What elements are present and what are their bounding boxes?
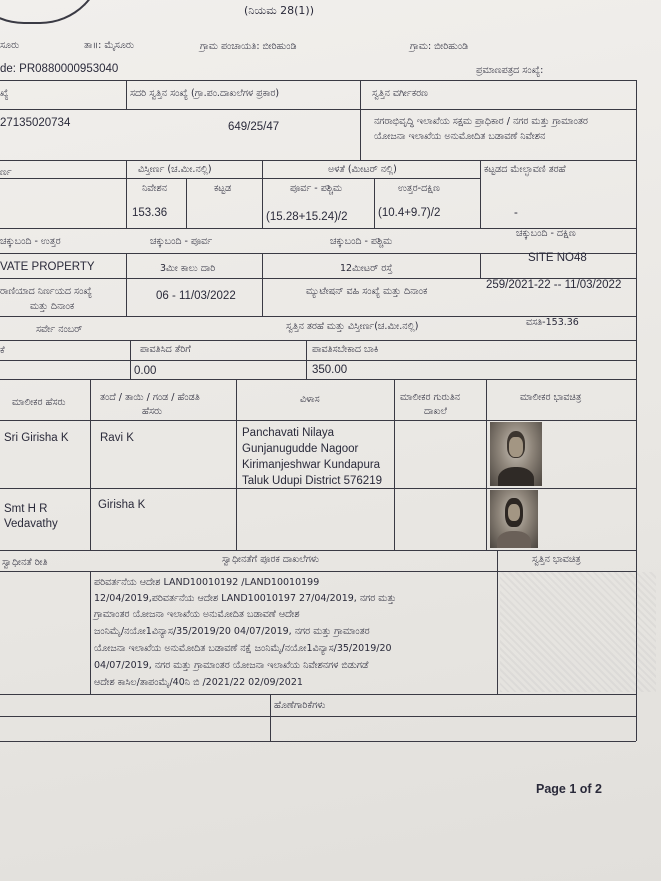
- mutation-label: ಮ್ಯುಟೇಷನ್ ವಹಿ ಸಂಖ್ಯೆ ಮತ್ತು ದಿನಾಂಕ: [306, 286, 428, 297]
- owner-2-name: Smt H R: [4, 503, 48, 515]
- tax-due-label: ಪಾವತಿಸಬೇಕಾದ ಬಾಕಿ: [312, 344, 379, 355]
- owner-1-address-line: Taluk Udupi District 576219: [242, 475, 382, 487]
- owner-1-address-line: Panchavati Nilaya: [242, 427, 335, 439]
- owner-parent-label-2: ಹೆಸರು: [142, 406, 163, 417]
- tax-paid-value: 0.00: [134, 365, 157, 377]
- approval-value: 06 - 11/03/2022: [156, 290, 236, 302]
- boundary-north-value: VATE PROPERTY: [0, 261, 95, 273]
- rule-reference: (ನಿಯಮ 28(1)): [244, 4, 315, 17]
- owner-2-name-line: Vedavathy: [4, 518, 58, 530]
- owner-1-address-line: Kirimanjeshwar Kundapura: [242, 459, 381, 471]
- acquisition-docs-label: ಸ್ವಾಧೀನತೆಗೆ ಪೂರಕ ದಾಖಲೆಗಳು: [222, 554, 320, 565]
- acquisition-doc-line: ಪರಿವರ್ತನೆಯ ಆದೇಶ LAND10010192 /LAND10010199: [94, 577, 320, 588]
- acquisition-mode-label: ಸ್ವಾಧೀನತೆ ರೀತಿ: [2, 557, 48, 568]
- acquisition-doc-line: ಯೋಜನಾ ಇಲಾಖೆಯ ಅನುಮೋದಿತ ಬಡಾವಣೆ ನಕ್ಷೆ ಜಂನಿಮೈ/ನಯೋ1ವಿನ್ಯಾಸ/35/2019/20: [94, 643, 392, 654]
- property-classification: ನಗರಾಭಿವೃದ್ಧಿ ಇಲಾಖೆಯ ಸಕ್ಷಮ ಪ್ರಾಧಿಕಾರ / ನಗರ ಮತ್ತು ಗ್ರಾಮಾಂತರ ಯೋಜನಾ ಇಲಾಖೆಯ ಅನುಮೋದಿತ ಬಡಾವಣೆ ನಿವೇಶನ: [374, 116, 588, 142]
- owner-1-photo: [490, 422, 542, 486]
- acquisition-doc-line: 04/07/2019, ನಗರ ಮತ್ತು ಗ್ರಾಮಾಂತರ ಯೋಜನಾ ಇಲಾಖೆಯ ನಿವೇಶನಗಳ ಬಿಡುಗಡೆ: [94, 660, 369, 671]
- tax-due-value: 350.00: [312, 364, 348, 376]
- mutation-value: 259/2021-22 -- 11/03/2022: [486, 279, 622, 291]
- owner-name-label: ಮಾಲೀಕರ ಹೆಸರು: [12, 397, 66, 408]
- boundary-east-value: 3ಮೀ ಕಾಲು ದಾರಿ: [160, 263, 216, 274]
- taluk-label: ತಾ॥: ಮೈಸೂರು: [84, 40, 134, 51]
- roof-type-label: ಕಟ್ಟಡದ ಮೇಲ್ಛಾವಣಿ ತರಹೆ: [484, 164, 566, 175]
- owner-parent-label: ತಂದೆ / ತಾಯಿ / ಗಂಡ / ಹೆಂಡತಿ: [100, 392, 200, 403]
- owner-1-address-line: Gunjanugudde Nagoor: [242, 443, 359, 455]
- seal-stamp: [0, 0, 104, 24]
- page-number: Page 1 of 2: [536, 782, 602, 796]
- approval-label-date: ಮತ್ತು ದಿನಾಂಕ: [30, 301, 75, 312]
- property-col1-label: ಖ್ಯೆ: [0, 88, 9, 99]
- liabilities-label: ಹೊಣೆಗಾರಿಕೆಗಳು: [274, 700, 326, 711]
- acquisition-doc-line: ಆದೇಶ ಕಾಸಿಲ/ತಾಪಂಮೈ/40ನಿ ಬಿ /2021/22 02/09/2021: [94, 677, 303, 688]
- property-number-label: ಸದರಿ ಸ್ವತ್ತಿನ ಸಂಖ್ಯೆ (ಗ್ರಾ.ಪಂ.ದಾಖಲೆಗಳ ಪ್ರಕಾರ): [130, 88, 280, 99]
- certificate-number-label: ಪ್ರಮಾಣಪತ್ರದ ಸಂಖ್ಯೆ:: [476, 65, 544, 76]
- north-south-label: ಉತ್ತರ-ದಕ್ಷಿಣ: [398, 183, 440, 194]
- boundary-south-value: SITE NO48: [528, 252, 587, 264]
- tax-paid-label: ಪಾವತಿಸಿದ ತೆರಿಗೆ: [140, 344, 191, 355]
- east-west-label: ಪೂರ್ವ - ಪಶ್ಚಿಮ: [290, 183, 342, 194]
- property-code: de: PR0880000953040: [0, 63, 119, 75]
- boundary-south-label: ಚಕ್ಕುಬಂದಿ - ದಕ್ಷಿಣ: [516, 228, 576, 239]
- property-classification-label: ಸ್ವತ್ತಿನ ವರ್ಗೀಕರಣ: [372, 88, 428, 99]
- owner-id-label: ಮಾಲೀಕರ ಗುರುತಿನ: [400, 392, 461, 403]
- dimension-label: ಅಳತೆ (ಮೀಟರ್ ನಲ್ಲಿ): [328, 164, 397, 175]
- building-label: ಕಟ್ಟಡ: [214, 183, 232, 194]
- north-south-value: (10.4+9.7)/2: [378, 207, 441, 219]
- acquisition-doc-line: 12/04/2019,ಪರಿವರ್ತನೆಯ ಆದೇಶ LAND10010197 27/04/2019, ನಗರ ಮತ್ತು: [94, 593, 397, 604]
- approval-label: ರಾಣಿಯಾದ ನಿರ್ಣಯದ ಸಂಖ್ಯೆ: [0, 286, 92, 297]
- owner-id-label-2: ದಾಖಲೆ: [424, 406, 447, 417]
- area-type-label: ರ್ಣ: [0, 167, 12, 178]
- roof-type-value: -: [514, 207, 518, 219]
- property-id: 27135020734: [0, 117, 71, 129]
- village-label: ಗ್ರಾಮ: ಬೀರಿಹುಂಡಿ: [410, 41, 469, 52]
- boundary-east-label: ಚಕ್ಕುಬಂದಿ - ಪೂರ್ವ: [150, 236, 213, 247]
- property-photo-area: [500, 572, 656, 692]
- owner-photo-label: ಮಾಲೀಕರ ಭಾವಚಿತ್ರ: [520, 392, 582, 403]
- owner-2-photo: [490, 490, 538, 548]
- survey-number-label: ಸರ್ವೇ ನಂಬರ್: [36, 324, 83, 335]
- property-photo-label: ಸ್ವತ್ತಿನ ಭಾವಚಿತ್ರ: [532, 554, 581, 565]
- tax-col1-label: ಕೆ: [0, 345, 5, 356]
- boundary-west-label: ಚಕ್ಕುಬಂದಿ - ಪಶ್ಚಿಮ: [330, 236, 393, 247]
- boundary-north-label: ಚಕ್ಕುಬಂದಿ - ಉತ್ತರ: [0, 236, 61, 247]
- district-label: ಸೂರು: [0, 40, 20, 51]
- property-type-area-label: ಸ್ವತ್ತಿನ ತರಹೆ ಮತ್ತು ವಿಸ್ತೀರ್ಣ(ಚ.ಮೀ.ನಲ್ಲಿ): [286, 321, 419, 332]
- property-number: 649/25/47: [228, 121, 280, 133]
- site-area-value: 153.36: [132, 207, 168, 219]
- property-type-area-value: ವಸತಿ-153.36: [526, 317, 579, 328]
- owner-1-name: Sri Girisha K: [4, 432, 69, 444]
- boundary-west-value: 12ಮೀಟರ್ ರಸ್ತೆ: [340, 263, 393, 274]
- acquisition-doc-line: ಜಂನಿಮೈ/ನಯೋ1ವಿನ್ಯಾಸ/35/2019/20 04/07/2019, ನಗರ ಮತ್ತು ಗ್ರಾಮಾಂತರ: [94, 626, 370, 637]
- acquisition-doc-line: ಗ್ರಾಮಾಂತರ ಯೋಜನಾ ಇಲಾಖೆಯ ಅನುಮೋದಿತ ಬಡಾವಣೆ ಆದೇಶ: [94, 609, 300, 620]
- gram-panchayat-label: ಗ್ರಾಮ ಪಂಚಾಯತಿ: ಬೀರಿಹುಂಡಿ: [200, 41, 297, 52]
- owner-address-label: ವಿಳಾಸ: [300, 394, 320, 405]
- east-west-value: (15.28+15.24)/2: [266, 211, 348, 223]
- site-label: ನಿವೇಶನ: [142, 183, 167, 194]
- owner-1-parent: Ravi K: [100, 432, 134, 444]
- owner-2-parent: Girisha K: [98, 499, 146, 511]
- extent-label: ವಿಸ್ತೀರ್ಣ (ಚ.ಮೀ.ನಲ್ಲಿ): [138, 164, 212, 175]
